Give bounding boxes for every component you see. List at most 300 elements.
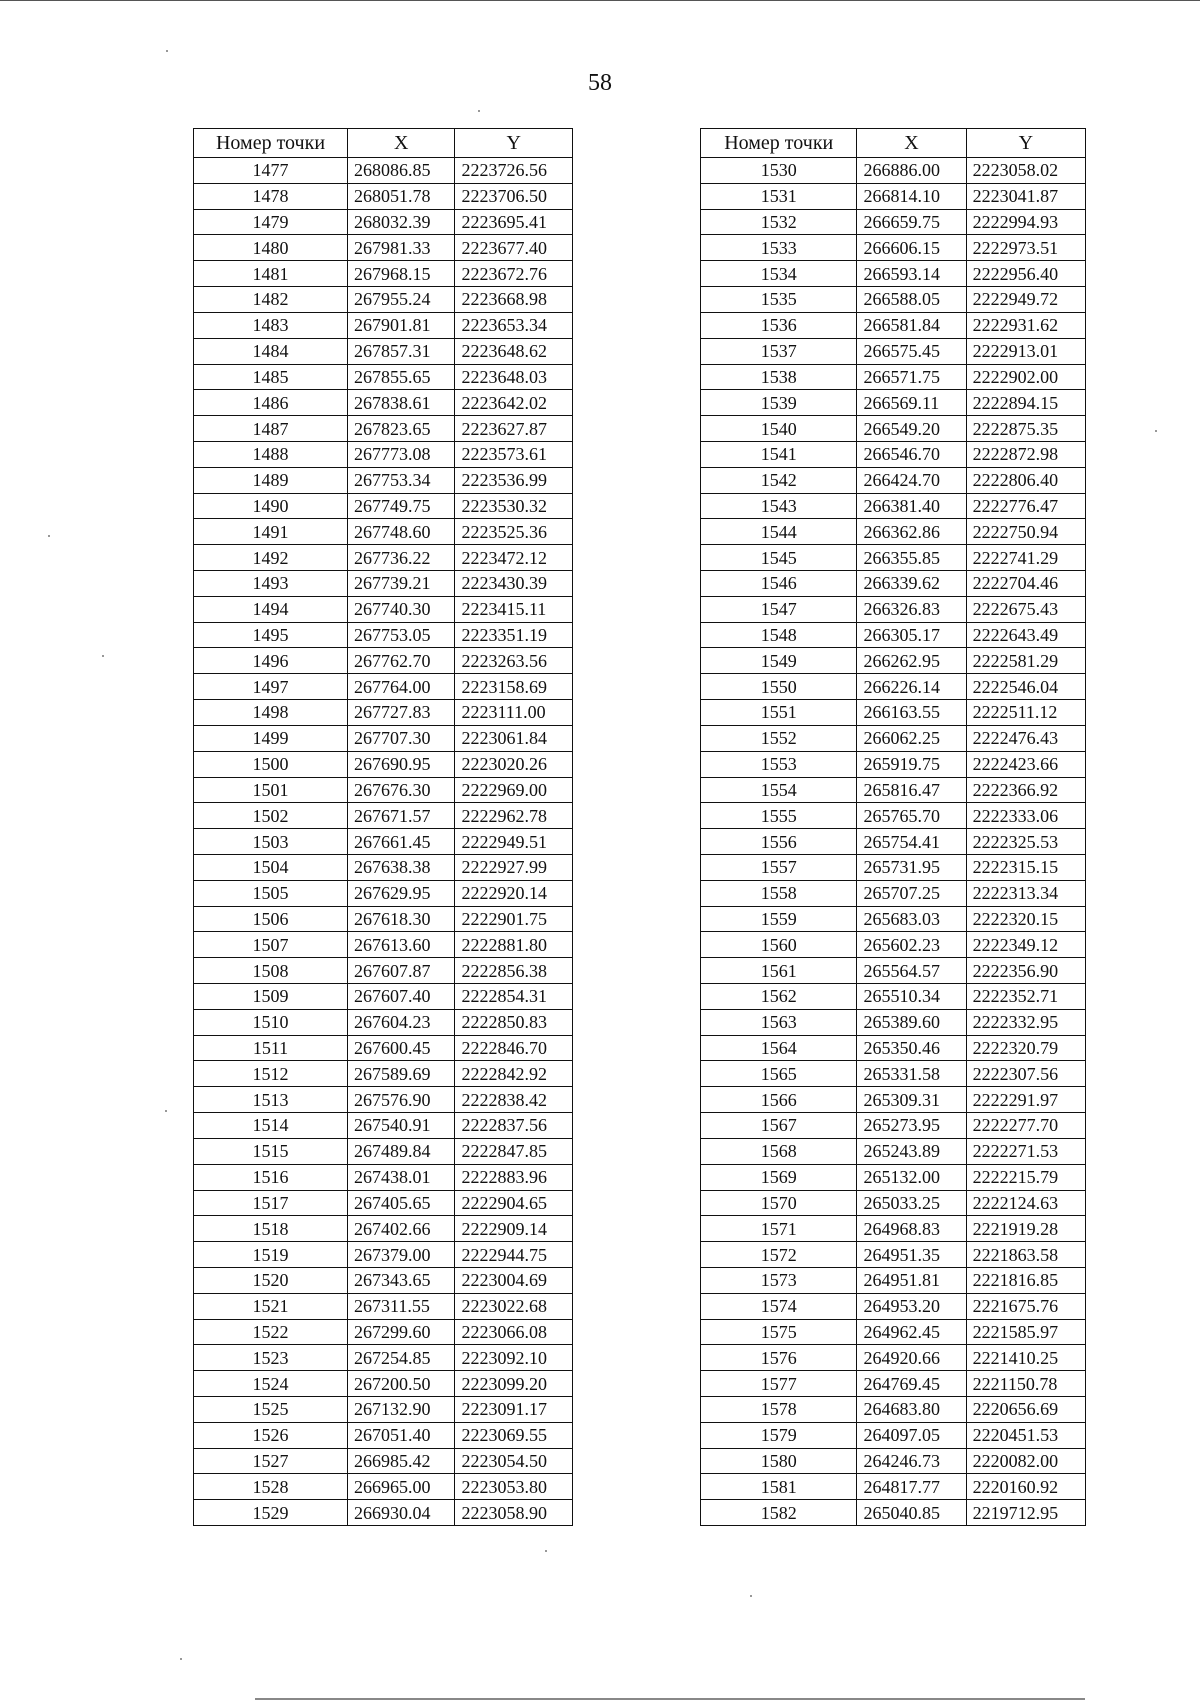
x-coordinate-cell: 267132.90 [348, 1397, 455, 1423]
point-number-cell: 1556 [701, 829, 857, 855]
point-number-cell: 1494 [194, 596, 348, 622]
table-row [194, 1164, 573, 1190]
point-number-cell: 1523 [194, 1345, 348, 1371]
table-row [701, 1113, 1086, 1139]
point-number-cell: 1520 [194, 1267, 348, 1293]
x-coordinate-cell: 267200.50 [348, 1371, 455, 1397]
table-row [701, 1087, 1086, 1113]
table-row [194, 1190, 573, 1216]
y-coordinate-cell: 2223263.56 [455, 648, 573, 674]
point-number-cell: 1582 [701, 1500, 857, 1526]
x-coordinate-cell: 266226.14 [857, 674, 966, 700]
point-number-cell: 1534 [701, 261, 857, 287]
x-coordinate-cell: 264817.77 [857, 1474, 966, 1500]
point-number-cell: 1512 [194, 1061, 348, 1087]
table-row [701, 390, 1086, 416]
x-coordinate-cell: 267727.83 [348, 700, 455, 726]
x-coordinate-cell: 266886.00 [857, 158, 966, 184]
x-coordinate-cell: 268032.39 [348, 209, 455, 235]
x-coordinate-cell: 266965.00 [348, 1474, 455, 1500]
y-coordinate-cell: 2222949.51 [455, 829, 573, 855]
table-row [194, 674, 573, 700]
table-row [194, 1009, 573, 1035]
table-row [194, 958, 573, 984]
y-coordinate-cell: 2223677.40 [455, 235, 573, 261]
table-row [194, 622, 573, 648]
table-row [701, 545, 1086, 571]
y-coordinate-cell: 2222476.43 [966, 725, 1085, 751]
header-point-number: Номер точки [701, 129, 857, 158]
table-row [194, 467, 573, 493]
x-coordinate-cell: 267254.85 [348, 1345, 455, 1371]
x-coordinate-cell: 267438.01 [348, 1164, 455, 1190]
x-coordinate-cell: 266659.75 [857, 209, 966, 235]
table-row [701, 235, 1086, 261]
table-row [701, 209, 1086, 235]
y-coordinate-cell: 2222307.56 [966, 1061, 1085, 1087]
point-number-cell: 1527 [194, 1448, 348, 1474]
point-number-cell: 1477 [194, 158, 348, 184]
table-row [701, 1138, 1086, 1164]
y-coordinate-cell: 2222320.79 [966, 1035, 1085, 1061]
point-number-cell: 1529 [194, 1500, 348, 1526]
x-coordinate-cell: 267402.66 [348, 1216, 455, 1242]
point-number-cell: 1581 [701, 1474, 857, 1500]
y-coordinate-cell: 2222315.15 [966, 854, 1085, 880]
table-row [701, 183, 1086, 209]
point-number-cell: 1498 [194, 700, 348, 726]
point-number-cell: 1511 [194, 1035, 348, 1061]
table-row [701, 596, 1086, 622]
y-coordinate-cell: 2222837.56 [455, 1113, 573, 1139]
x-coordinate-cell: 266549.20 [857, 416, 966, 442]
x-coordinate-cell: 266355.85 [857, 545, 966, 571]
point-number-cell: 1490 [194, 493, 348, 519]
table-row [701, 1242, 1086, 1268]
y-coordinate-cell: 2222994.93 [966, 209, 1085, 235]
table-row [701, 1319, 1086, 1345]
table-row [701, 1371, 1086, 1397]
point-number-cell: 1484 [194, 338, 348, 364]
x-coordinate-cell: 267707.30 [348, 725, 455, 751]
x-coordinate-cell: 266424.70 [857, 467, 966, 493]
table-row [194, 1319, 573, 1345]
y-coordinate-cell: 2222277.70 [966, 1113, 1085, 1139]
x-coordinate-cell: 266339.62 [857, 571, 966, 597]
point-number-cell: 1535 [701, 287, 857, 313]
y-coordinate-cell: 2223706.50 [455, 183, 573, 209]
point-number-cell: 1555 [701, 803, 857, 829]
y-coordinate-cell: 2223573.61 [455, 441, 573, 467]
x-coordinate-cell: 265331.58 [857, 1061, 966, 1087]
x-coordinate-cell: 267676.30 [348, 777, 455, 803]
table-row [194, 571, 573, 597]
x-coordinate-cell: 264920.66 [857, 1345, 966, 1371]
point-number-cell: 1505 [194, 880, 348, 906]
x-coordinate-cell: 267764.00 [348, 674, 455, 700]
point-number-cell: 1502 [194, 803, 348, 829]
point-number-cell: 1540 [701, 416, 857, 442]
header-y: Y [455, 129, 573, 158]
y-coordinate-cell: 2223672.76 [455, 261, 573, 287]
y-coordinate-cell: 2222356.90 [966, 958, 1085, 984]
y-coordinate-cell: 2220082.00 [966, 1448, 1085, 1474]
x-coordinate-cell: 265350.46 [857, 1035, 966, 1061]
table-row [701, 1397, 1086, 1423]
x-coordinate-cell: 267600.45 [348, 1035, 455, 1061]
y-coordinate-cell: 2222325.53 [966, 829, 1085, 855]
table-row [701, 441, 1086, 467]
table-row [701, 287, 1086, 313]
y-coordinate-cell: 2223536.99 [455, 467, 573, 493]
table-row [701, 1422, 1086, 1448]
table-row [194, 1035, 573, 1061]
point-number-cell: 1507 [194, 932, 348, 958]
bottom-rule [255, 1698, 1085, 1700]
y-coordinate-cell: 2222352.71 [966, 984, 1085, 1010]
header-y: Y [966, 129, 1085, 158]
x-coordinate-cell: 266930.04 [348, 1500, 455, 1526]
table-row [194, 1216, 573, 1242]
table-row [701, 338, 1086, 364]
point-number-cell: 1531 [701, 183, 857, 209]
point-number-cell: 1515 [194, 1138, 348, 1164]
page-number: 58 [588, 70, 612, 96]
y-coordinate-cell: 2223530.32 [455, 493, 573, 519]
point-number-cell: 1546 [701, 571, 857, 597]
x-coordinate-cell: 268051.78 [348, 183, 455, 209]
x-coordinate-cell: 266305.17 [857, 622, 966, 648]
table-row [701, 158, 1086, 184]
table-row [194, 261, 573, 287]
point-number-cell: 1541 [701, 441, 857, 467]
point-number-cell: 1530 [701, 158, 857, 184]
table-row [701, 648, 1086, 674]
x-coordinate-cell: 267589.69 [348, 1061, 455, 1087]
scan-speck [48, 535, 50, 537]
y-coordinate-cell: 2222511.12 [966, 700, 1085, 726]
x-coordinate-cell: 267955.24 [348, 287, 455, 313]
x-coordinate-cell: 264962.45 [857, 1319, 966, 1345]
x-coordinate-cell: 264097.05 [857, 1422, 966, 1448]
x-coordinate-cell: 266588.05 [857, 287, 966, 313]
table-row [194, 1500, 573, 1526]
y-coordinate-cell: 2222581.29 [966, 648, 1085, 674]
x-coordinate-cell: 267618.30 [348, 906, 455, 932]
x-coordinate-cell: 265816.47 [857, 777, 966, 803]
x-coordinate-cell: 266575.45 [857, 338, 966, 364]
x-coordinate-cell: 267690.95 [348, 751, 455, 777]
table-row [194, 1448, 573, 1474]
y-coordinate-cell: 2223648.03 [455, 364, 573, 390]
point-number-cell: 1526 [194, 1422, 348, 1448]
y-coordinate-cell: 2220160.92 [966, 1474, 1085, 1500]
y-coordinate-cell: 2222313.34 [966, 880, 1085, 906]
table-row [194, 984, 573, 1010]
y-coordinate-cell: 2222643.49 [966, 622, 1085, 648]
table-row [194, 932, 573, 958]
y-coordinate-cell: 2222838.42 [455, 1087, 573, 1113]
point-number-cell: 1509 [194, 984, 348, 1010]
x-coordinate-cell: 267855.65 [348, 364, 455, 390]
table-row [194, 493, 573, 519]
table-row [194, 1293, 573, 1319]
point-number-cell: 1571 [701, 1216, 857, 1242]
table-row [194, 1474, 573, 1500]
point-number-cell: 1569 [701, 1164, 857, 1190]
x-coordinate-cell: 265243.89 [857, 1138, 966, 1164]
point-number-cell: 1524 [194, 1371, 348, 1397]
table-row [194, 183, 573, 209]
x-coordinate-cell: 264968.83 [857, 1216, 966, 1242]
table-row [194, 700, 573, 726]
point-number-cell: 1574 [701, 1293, 857, 1319]
point-number-cell: 1562 [701, 984, 857, 1010]
table-row [701, 1164, 1086, 1190]
y-coordinate-cell: 2223092.10 [455, 1345, 573, 1371]
table-row [701, 1009, 1086, 1035]
y-coordinate-cell: 2222806.40 [966, 467, 1085, 493]
table-row [194, 1242, 573, 1268]
point-number-cell: 1580 [701, 1448, 857, 1474]
point-number-cell: 1506 [194, 906, 348, 932]
y-coordinate-cell: 2223726.56 [455, 158, 573, 184]
x-coordinate-cell: 267762.70 [348, 648, 455, 674]
point-number-cell: 1488 [194, 441, 348, 467]
scan-speck [750, 1595, 752, 1597]
point-number-cell: 1575 [701, 1319, 857, 1345]
x-coordinate-cell: 266262.95 [857, 648, 966, 674]
point-number-cell: 1564 [701, 1035, 857, 1061]
y-coordinate-cell: 2222842.92 [455, 1061, 573, 1087]
y-coordinate-cell: 2222949.72 [966, 287, 1085, 313]
y-coordinate-cell: 2223020.26 [455, 751, 573, 777]
point-number-cell: 1536 [701, 312, 857, 338]
table-row [194, 880, 573, 906]
x-coordinate-cell: 266381.40 [857, 493, 966, 519]
table-row [701, 312, 1086, 338]
y-coordinate-cell: 2222750.94 [966, 519, 1085, 545]
table-row [701, 622, 1086, 648]
x-coordinate-cell: 266569.11 [857, 390, 966, 416]
point-number-cell: 1572 [701, 1242, 857, 1268]
point-number-cell: 1553 [701, 751, 857, 777]
y-coordinate-cell: 2222776.47 [966, 493, 1085, 519]
y-coordinate-cell: 2223069.55 [455, 1422, 573, 1448]
x-coordinate-cell: 265919.75 [857, 751, 966, 777]
x-coordinate-cell: 264246.73 [857, 1448, 966, 1474]
header-point-number: Номер точки [194, 129, 348, 158]
table-row [194, 416, 573, 442]
y-coordinate-cell: 2222956.40 [966, 261, 1085, 287]
x-coordinate-cell: 266163.55 [857, 700, 966, 726]
point-number-cell: 1483 [194, 312, 348, 338]
x-coordinate-cell: 267379.00 [348, 1242, 455, 1268]
table-row [701, 261, 1086, 287]
x-coordinate-cell: 265602.23 [857, 932, 966, 958]
x-coordinate-cell: 268086.85 [348, 158, 455, 184]
point-number-cell: 1547 [701, 596, 857, 622]
table-row [701, 906, 1086, 932]
table-row [701, 1474, 1086, 1500]
x-coordinate-cell: 265132.00 [857, 1164, 966, 1190]
point-number-cell: 1532 [701, 209, 857, 235]
y-coordinate-cell: 2222332.95 [966, 1009, 1085, 1035]
point-number-cell: 1549 [701, 648, 857, 674]
x-coordinate-cell: 267748.60 [348, 519, 455, 545]
point-number-cell: 1561 [701, 958, 857, 984]
table-row [701, 1500, 1086, 1526]
table-row [701, 829, 1086, 855]
y-coordinate-cell: 2221585.97 [966, 1319, 1085, 1345]
x-coordinate-cell: 266581.84 [857, 312, 966, 338]
y-coordinate-cell: 2223066.08 [455, 1319, 573, 1345]
table-row [701, 725, 1086, 751]
point-number-cell: 1514 [194, 1113, 348, 1139]
x-coordinate-cell: 266362.86 [857, 519, 966, 545]
table-row [194, 596, 573, 622]
point-number-cell: 1539 [701, 390, 857, 416]
point-number-cell: 1545 [701, 545, 857, 571]
y-coordinate-cell: 2222675.43 [966, 596, 1085, 622]
point-number-cell: 1563 [701, 1009, 857, 1035]
table-row [194, 1371, 573, 1397]
x-coordinate-cell: 265389.60 [857, 1009, 966, 1035]
y-coordinate-cell: 2222320.15 [966, 906, 1085, 932]
x-coordinate-cell: 264951.35 [857, 1242, 966, 1268]
table-row [701, 854, 1086, 880]
table-row [194, 338, 573, 364]
point-number-cell: 1499 [194, 725, 348, 751]
point-number-cell: 1487 [194, 416, 348, 442]
y-coordinate-cell: 2222962.78 [455, 803, 573, 829]
y-coordinate-cell: 2222883.96 [455, 1164, 573, 1190]
y-coordinate-cell: 2223099.20 [455, 1371, 573, 1397]
y-coordinate-cell: 2223695.41 [455, 209, 573, 235]
point-number-cell: 1516 [194, 1164, 348, 1190]
y-coordinate-cell: 2223158.69 [455, 674, 573, 700]
y-coordinate-cell: 2223430.39 [455, 571, 573, 597]
y-coordinate-cell: 2223653.34 [455, 312, 573, 338]
table-row [701, 467, 1086, 493]
coordinates-table-right [700, 128, 1086, 1526]
point-number-cell: 1478 [194, 183, 348, 209]
y-coordinate-cell: 2222901.75 [455, 906, 573, 932]
table-row [701, 364, 1086, 390]
x-coordinate-cell: 265765.70 [857, 803, 966, 829]
x-coordinate-cell: 267739.21 [348, 571, 455, 597]
x-coordinate-cell: 264951.81 [857, 1267, 966, 1293]
scan-speck [545, 1550, 547, 1552]
x-coordinate-cell: 267607.40 [348, 984, 455, 1010]
y-coordinate-cell: 2223415.11 [455, 596, 573, 622]
x-coordinate-cell: 267343.65 [348, 1267, 455, 1293]
y-coordinate-cell: 2222904.65 [455, 1190, 573, 1216]
y-coordinate-cell: 2222124.63 [966, 1190, 1085, 1216]
y-coordinate-cell: 2222850.83 [455, 1009, 573, 1035]
y-coordinate-cell: 2222854.31 [455, 984, 573, 1010]
point-number-cell: 1537 [701, 338, 857, 364]
point-number-cell: 1525 [194, 1397, 348, 1423]
y-coordinate-cell: 2221410.25 [966, 1345, 1085, 1371]
x-coordinate-cell: 267661.45 [348, 829, 455, 855]
y-coordinate-cell: 2222931.62 [966, 312, 1085, 338]
point-number-cell: 1503 [194, 829, 348, 855]
x-coordinate-cell: 266606.15 [857, 235, 966, 261]
scan-speck [165, 1110, 167, 1112]
y-coordinate-cell: 2223058.90 [455, 1500, 573, 1526]
point-number-cell: 1558 [701, 880, 857, 906]
y-coordinate-cell: 2222856.38 [455, 958, 573, 984]
y-coordinate-cell: 2222846.70 [455, 1035, 573, 1061]
x-coordinate-cell: 266593.14 [857, 261, 966, 287]
table-row [194, 648, 573, 674]
y-coordinate-cell: 2222927.99 [455, 854, 573, 880]
table-row [701, 519, 1086, 545]
point-number-cell: 1504 [194, 854, 348, 880]
y-coordinate-cell: 2223525.36 [455, 519, 573, 545]
x-coordinate-cell: 267981.33 [348, 235, 455, 261]
table-row [194, 312, 573, 338]
x-coordinate-cell: 267753.05 [348, 622, 455, 648]
table-row [194, 829, 573, 855]
point-number-cell: 1522 [194, 1319, 348, 1345]
point-number-cell: 1570 [701, 1190, 857, 1216]
x-coordinate-cell: 265707.25 [857, 880, 966, 906]
table-row [194, 1422, 573, 1448]
table-row [194, 1061, 573, 1087]
x-coordinate-cell: 267638.38 [348, 854, 455, 880]
y-coordinate-cell: 2222291.97 [966, 1087, 1085, 1113]
point-number-cell: 1480 [194, 235, 348, 261]
table-row [194, 235, 573, 261]
x-coordinate-cell: 267753.34 [348, 467, 455, 493]
table-row [701, 1267, 1086, 1293]
top-rule [0, 0, 1200, 1]
x-coordinate-cell: 265040.85 [857, 1500, 966, 1526]
point-number-cell: 1500 [194, 751, 348, 777]
x-coordinate-cell: 267736.22 [348, 545, 455, 571]
y-coordinate-cell: 2220451.53 [966, 1422, 1085, 1448]
y-coordinate-cell: 2222847.85 [455, 1138, 573, 1164]
x-coordinate-cell: 267613.60 [348, 932, 455, 958]
y-coordinate-cell: 2223054.50 [455, 1448, 573, 1474]
y-coordinate-cell: 2222423.66 [966, 751, 1085, 777]
point-number-cell: 1521 [194, 1293, 348, 1319]
y-coordinate-cell: 2222333.06 [966, 803, 1085, 829]
y-coordinate-cell: 2222366.92 [966, 777, 1085, 803]
point-number-cell: 1567 [701, 1113, 857, 1139]
table-row [701, 751, 1086, 777]
table-row [194, 545, 573, 571]
x-coordinate-cell: 265309.31 [857, 1087, 966, 1113]
table-row [194, 1397, 573, 1423]
point-number-cell: 1578 [701, 1397, 857, 1423]
x-coordinate-cell: 267857.31 [348, 338, 455, 364]
point-number-cell: 1492 [194, 545, 348, 571]
point-number-cell: 1579 [701, 1422, 857, 1448]
y-coordinate-cell: 2222969.00 [455, 777, 573, 803]
point-number-cell: 1548 [701, 622, 857, 648]
table-row [194, 906, 573, 932]
point-number-cell: 1557 [701, 854, 857, 880]
point-number-cell: 1497 [194, 674, 348, 700]
y-coordinate-cell: 2223022.68 [455, 1293, 573, 1319]
point-number-cell: 1568 [701, 1138, 857, 1164]
point-number-cell: 1554 [701, 777, 857, 803]
table-row [701, 1190, 1086, 1216]
x-coordinate-cell: 267311.55 [348, 1293, 455, 1319]
